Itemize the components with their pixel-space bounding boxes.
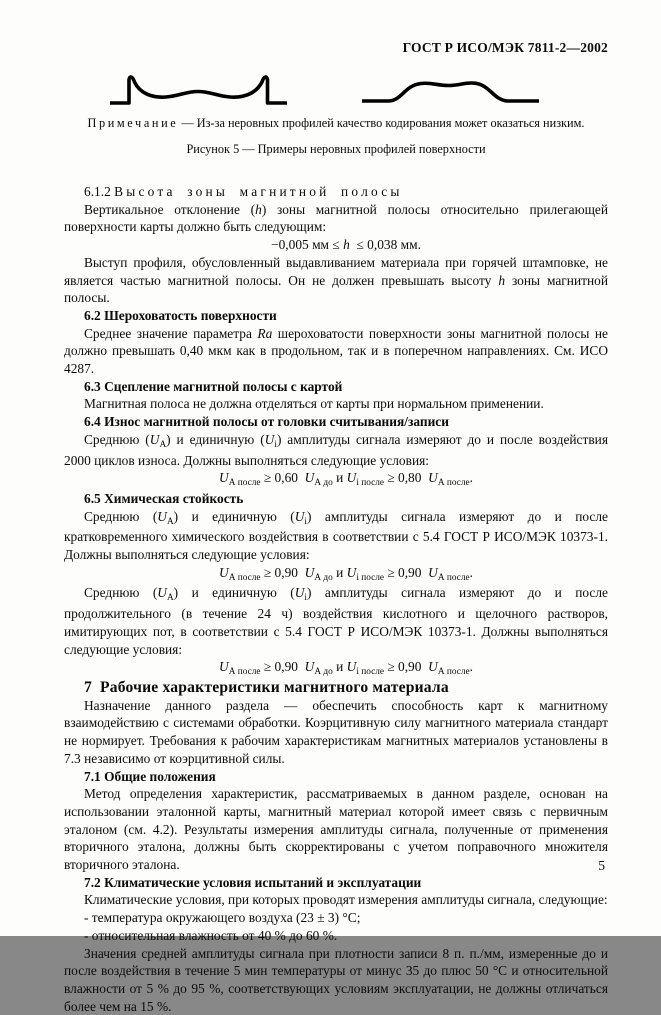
document-body <box>64 183 608 1015</box>
paragraph-6-3: Магнитная полоса не должна отделяться от карты при нормальном применении. <box>84 396 544 412</box>
surface-profile-smooth-wavy-icon <box>360 73 542 109</box>
paragraph-6-1-2: Вертикальное отклонение (h) зоны магнитной полосы относительно прилегающей поверхности карты должно быть следующим: <box>64 201 608 235</box>
figure-note: Примечание — Из-за неровных профилей качество кодирования может оказаться низким. <box>87 116 585 130</box>
paragraph-6-5-long-term: Среднюю $(U_А)$ и единичную $(U_i)$ амплитуды сигнала измеряют до и после продолжительного (в течение 24 ч) воздействия кислотного и щелочного растворов, имитирующих пот, в соответствии с 5.4 ГОСТ Р ИСО/МЭК 10373-1. Должны выполняться следующие условия: <box>64 585 608 657</box>
heading-6-4: 6.4 Износ магнитной полосы от головки считывания/записи <box>84 414 449 430</box>
heading-6-5: 6.5 Химическая стойкость <box>84 490 244 506</box>
surface-profile-with-sharp-burrs-icon <box>108 73 290 109</box>
heading-7 <box>64 679 608 697</box>
figure-5-profiles <box>64 73 608 109</box>
heading-7-title: Рабочие характеристики магнитного материала <box>100 678 449 696</box>
paragraph-6-2: Среднее значение параметра Ra шероховатости поверхности зоны магнитной полосы не должно превышать 0,40 мкм как в продольном, так и в поперечном направлениях. См. ИСО 4287. <box>64 325 608 377</box>
paragraph-7-1: Метод определения характеристик, рассматриваемых в данном разделе, основан на использовании эталонной карты, магнитный материал которой имеет связь с первичным эталоном (см. 4.2). Результаты измерения амплитуды сигнала, полученные от применения вторичного эталона, должны быть скорректированы с учетом поправочного множителя вторичного эталона. <box>64 786 608 873</box>
paragraph-6-4: Среднюю $(U_А)$ и единичную $(U_i)$ амплитуды сигнала измеряют до и после воздействия 2000 циклов износа. Должны выполняться следующие условия: <box>64 431 609 468</box>
heading-7-1: 7.1 Общие положения <box>84 768 216 784</box>
formula-wear: $U_{А после} \ge 0,60$ $U_{А до}$ и $U_{i после} \ge 0,80$ $U_{А после}$. <box>219 470 473 489</box>
figure-caption: Рисунок 5 — Примеры неровных профилей поверхности <box>186 142 486 156</box>
heading-6-2: 6.2 Шероховатость поверхности <box>84 307 277 323</box>
list-item-humidity: - относительная влажность от 40 % до 60 %. <box>84 927 338 943</box>
doc-header-standard-number: ГОСТ Р ИСО/МЭК 7811-2—2002 <box>402 40 608 55</box>
formula-height-limits: −0,005 мм ≤ h ≤ 0,038 мм. <box>271 237 421 253</box>
formula-chemical-1: $U_{А после} \ge 0,90$ $U_{А до}$ и $U_{i после} \ge 0,90$ $U_{А после}$. <box>219 564 473 583</box>
paragraph-7-2-amplitude: Значения средней амплитуды сигнала при плотности записи 8 п. п./мм, измеренные до и после воздействия в течение 5 мин температуры от минус 35 до плюс 50 °С и относительной влажности от 5 % до 95 %, соответствующих условиям эксплуатации, не должны отличаться более чем на 15 %. <box>64 945 608 1014</box>
paragraph-6-5-short-term: Среднюю $(U_А)$ и единичную $(U_i)$ амплитуды сигнала измеряют до и после кратковременного химического воздействия в соответствии с 5.4 ГОСТ Р ИСО/МЭК 10373-1. Должны выполняться следующие условия: <box>64 508 608 563</box>
paragraph-7-intro: Назначение данного раздела — обеспечить способность карт к магнитному взаимодействию с системами обработки. Коэрцитивную силу магнитного материала стандарт не нормирует. Требования к рабочим характеристикам магнитных материалов установлены в 7.3 независимо от коэрцитивной силы. <box>64 697 608 766</box>
formula-chemical-2: $U_{А после} \ge 0,90$ $U_{А до}$ и $U_{i после} \ge 0,90$ $U_{А после}$. <box>219 659 473 678</box>
paragraph-7-2: Климатические условия, при которых проводят измерения амплитуды сигнала, следующие: <box>84 892 608 908</box>
heading-7-number: 7 <box>84 678 92 696</box>
list-item-temperature: - температура окружающего воздуха (23 ± 3) °С; <box>84 910 361 926</box>
heading-6-3: 6.3 Сцепление магнитной полосы с картой <box>84 378 343 394</box>
heading-6-1-2: 6.1.2 Высота зоны магнитной полосы <box>84 184 403 199</box>
heading-7-2: 7.2 Климатические условия испытаний и эксплуатации <box>84 874 422 890</box>
paragraph-bulge: Выступ профиля, обусловленный выдавливанием материала при горячей штамповке, не является частью магнитной полосы. Он не должен превышать высоту h зоны магнитной полосы. <box>64 254 609 306</box>
page-number: 5 <box>598 858 605 873</box>
